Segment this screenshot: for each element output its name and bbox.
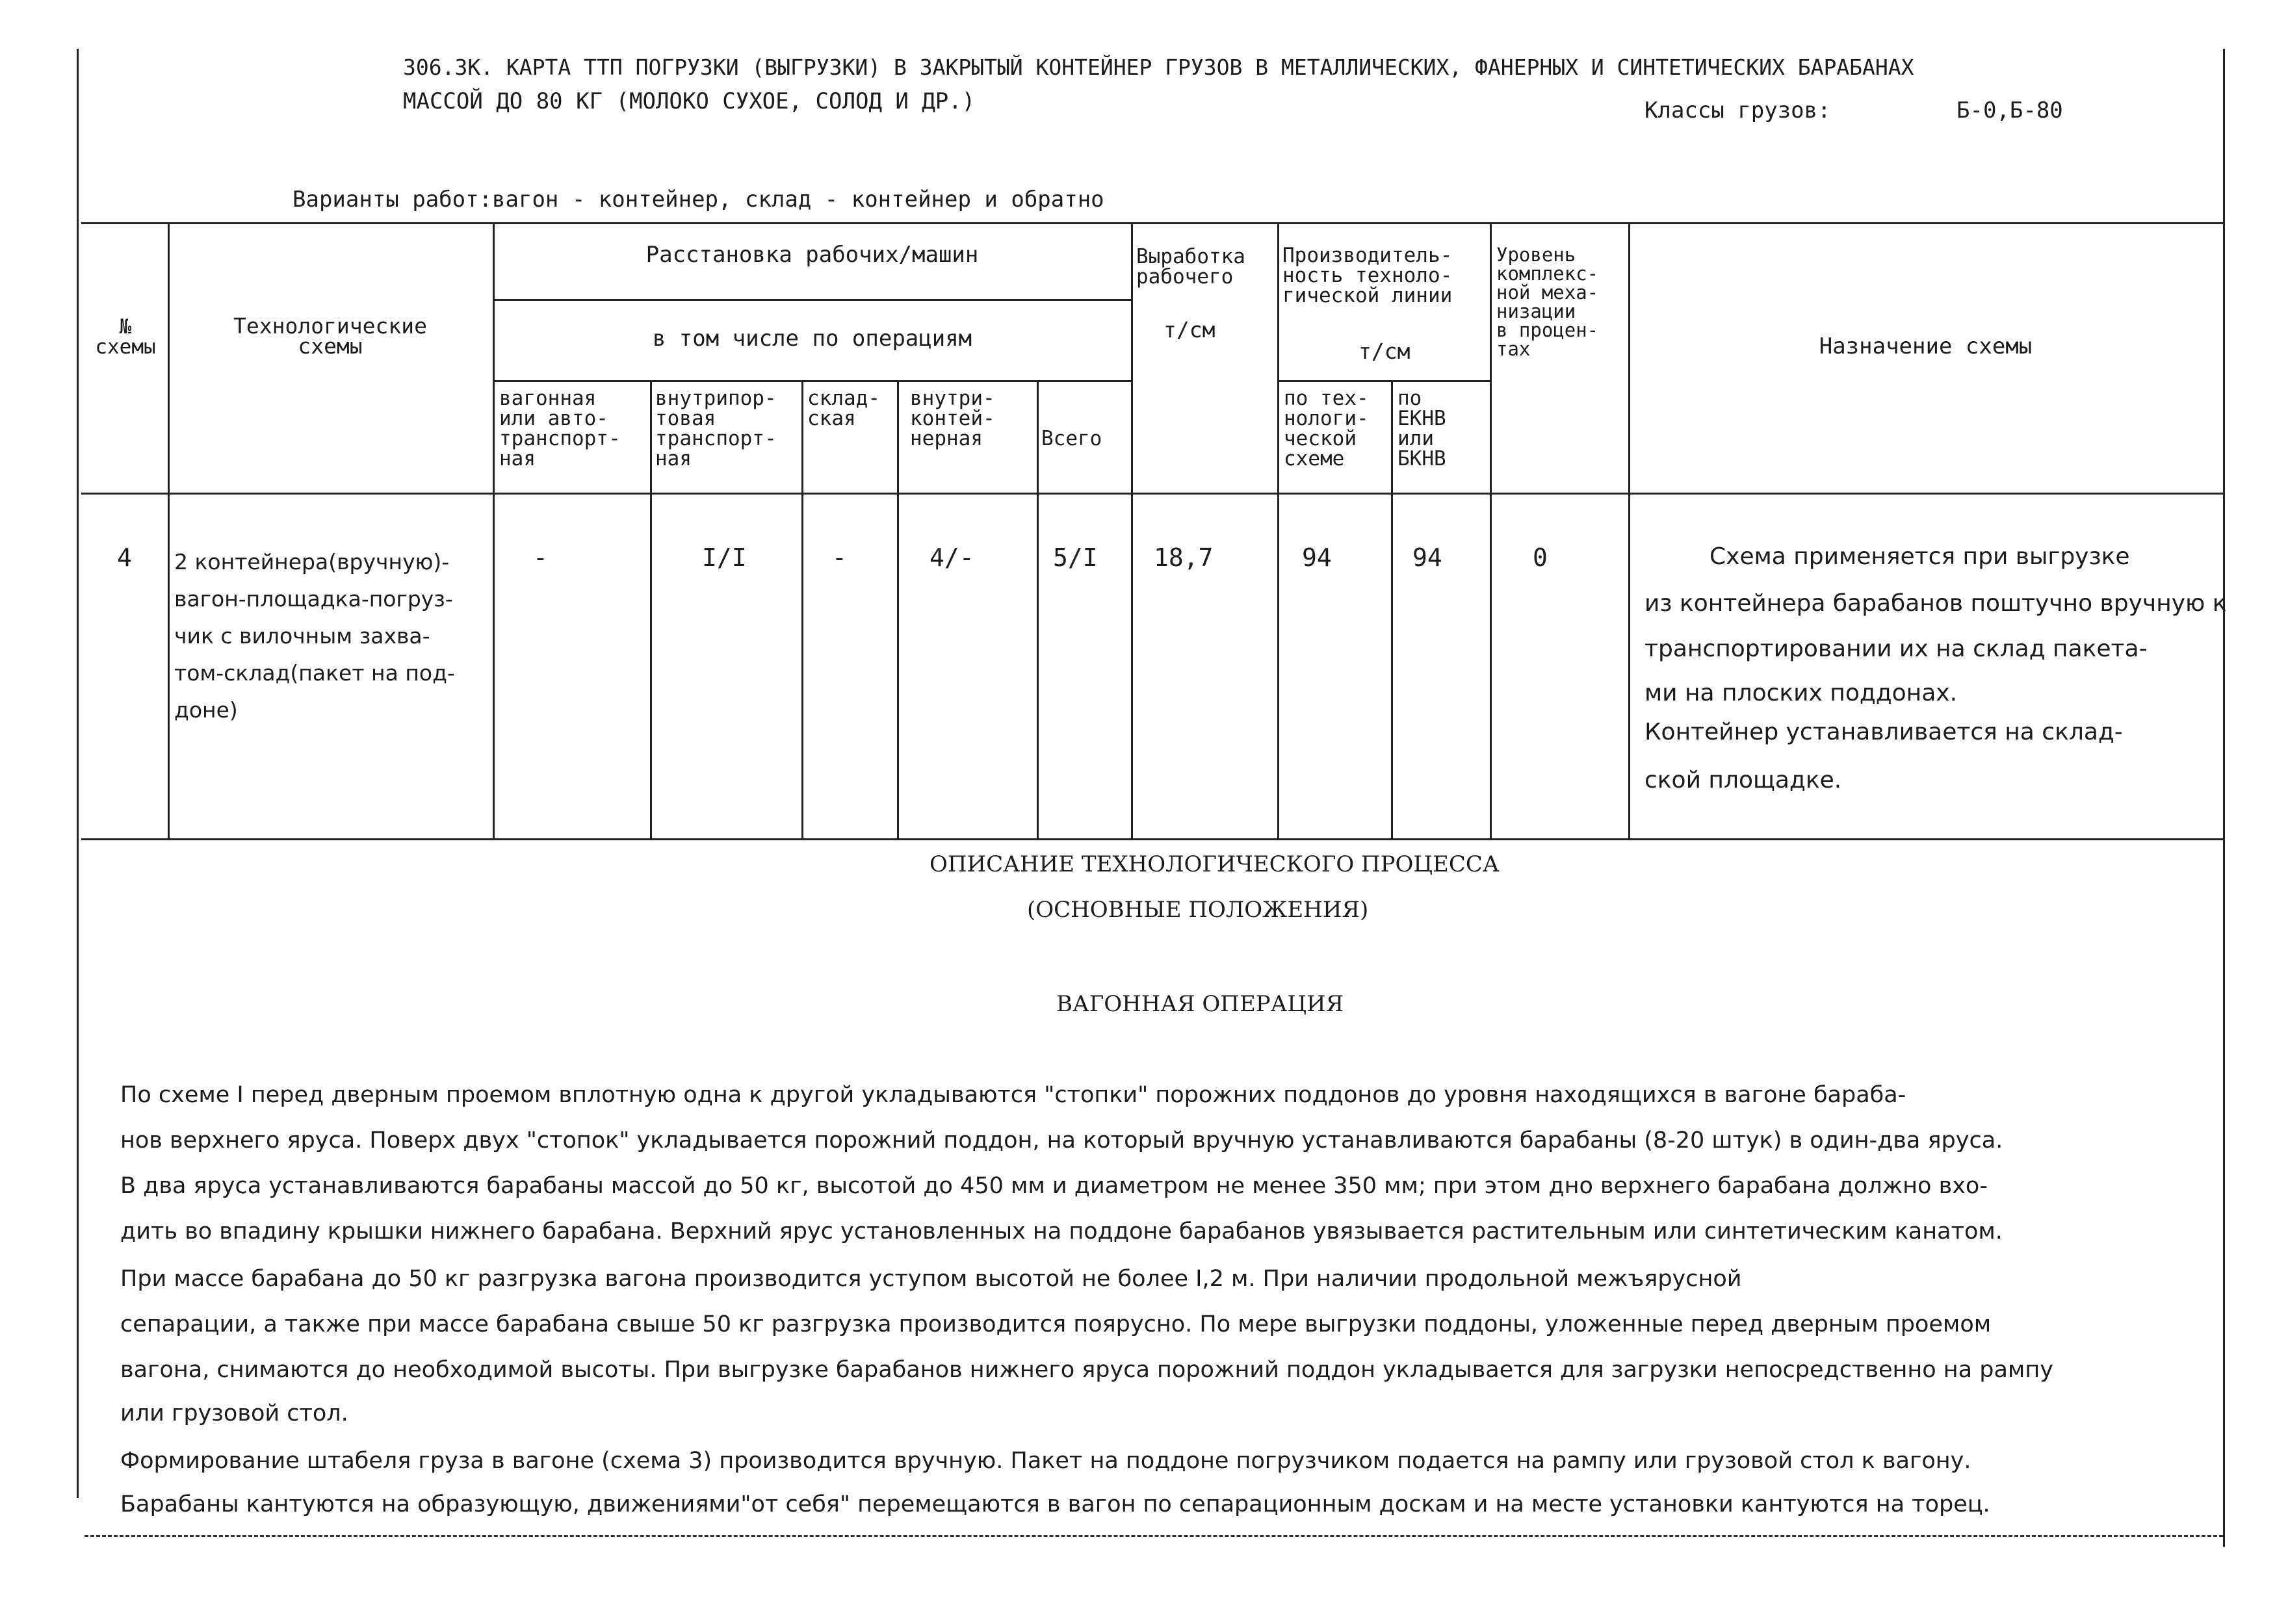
header-intraport: внутрипор- товая транспорт- ная bbox=[655, 387, 777, 470]
table-col-line bbox=[493, 222, 495, 840]
row-purpose-line: ми на плоских поддонах. bbox=[1644, 680, 1958, 706]
paragraph-line: или грузовой стол. bbox=[120, 1400, 348, 1426]
row-mechanization: 0 bbox=[1533, 543, 1548, 572]
header-scheme-no: № схемы bbox=[95, 315, 156, 359]
row-intracontainer: 4/- bbox=[930, 543, 974, 572]
description-heading: ОПИСАНИЕ ТЕХНОЛОГИЧЕСКОГО ПРОЦЕССА bbox=[930, 851, 1500, 877]
table-col-line bbox=[1490, 222, 1492, 840]
paragraph-line: нов верхнего яруса. Поверх двух "стопок" укладывается порожний поддон, на который вручную устанавливаются барабаны (8-20 штук) в один-два яруса. bbox=[120, 1128, 2003, 1154]
table-top-line bbox=[81, 222, 2223, 224]
page-left-border bbox=[77, 49, 79, 1498]
header-intracontainer: внутри- контей- нерная bbox=[910, 387, 995, 450]
header-placement: Расстановка рабочих/машин bbox=[645, 242, 979, 268]
row-by-scheme: 94 bbox=[1302, 543, 1332, 572]
paragraph-line: В два яруса устанавливаются барабаны массой до 50 кг, высотой до 450 мм и диаметром не менее 350 мм; при этом дно верхнего барабана должно вхо- bbox=[120, 1173, 1988, 1199]
section-title: ВАГОННАЯ ОПЕРАЦИЯ bbox=[1056, 991, 1344, 1017]
row-total: 5/I bbox=[1053, 543, 1098, 572]
header-productivity-unit: т/см bbox=[1358, 339, 1410, 364]
table-line-operations bbox=[493, 380, 1131, 382]
table-col-line bbox=[1628, 222, 1630, 840]
header-productivity: Производитель- ность техноло- гической линии bbox=[1282, 244, 1453, 307]
page-bottom-border bbox=[84, 1535, 2223, 1537]
table-col-line bbox=[1131, 222, 1133, 840]
row-scheme-no: 4 bbox=[117, 543, 132, 572]
header-by-scheme: по тех- нологи- ческой схеме bbox=[1284, 387, 1369, 470]
table-bottom-line bbox=[81, 838, 2223, 840]
table-col-line bbox=[1277, 222, 1279, 840]
page-right-border bbox=[2223, 49, 2225, 1547]
paragraph-line: дить во впадину крышки нижнего барабана. Верхний ярус установленных на поддоне барабанов увязывается растительным или синтетическим канатом. bbox=[120, 1218, 2003, 1244]
header-purpose: Назначение схемы bbox=[1819, 333, 2033, 359]
header-mechanization: Уровень комплекс- ной меха- низации в процен- тах bbox=[1496, 244, 1599, 360]
header-total: Всего bbox=[1041, 427, 1102, 450]
table-col-line bbox=[168, 222, 170, 840]
table-line-productivity bbox=[1277, 380, 1490, 382]
paragraph-line: Барабаны кантуются на образующую, движениями"от себя" перемещаются в вагон по сепарационным доскам и на месте установки кантуются на торец. bbox=[120, 1491, 1990, 1517]
row-purpose-line: из контейнера барабанов поштучно вручную к bbox=[1644, 590, 2227, 617]
paragraph-line: Формирование штабеля груза в вагоне (схема 3) производится вручную. Пакет на поддоне погрузчиком подается на рампу или грузовой стол к вагону. bbox=[120, 1448, 1971, 1474]
header-output: Выработка рабочего bbox=[1136, 245, 1245, 289]
table-header-bottom-line bbox=[81, 493, 2223, 495]
row-purpose-line: ской площадке. bbox=[1644, 767, 1842, 793]
header-tech-schemes: Технологические схемы bbox=[233, 313, 427, 359]
work-variants: Варианты работ:вагон - контейнер, склад - контейнер и обратно bbox=[292, 187, 1104, 213]
row-scheme-description: 2 контейнера(вручную)- вагон-площадка-погруз- чик с вилочным захва- том-склад(пакет на под- доне) bbox=[174, 549, 455, 723]
cargo-class-label: Классы грузов: bbox=[1644, 97, 1831, 123]
header-by-ekhnv: по ЕКНВ или БКНВ bbox=[1398, 387, 1446, 470]
table-line-placement bbox=[493, 299, 1131, 301]
card-title-line2: МАССОЙ ДО 80 КГ (МОЛОКО СУХОЕ, СОЛОД И ДР.) bbox=[403, 88, 976, 114]
header-output-unit: т/см bbox=[1164, 317, 1216, 342]
table-col-line bbox=[897, 380, 899, 840]
table-col-line bbox=[1037, 380, 1039, 840]
row-by-ekhnv: 94 bbox=[1412, 543, 1442, 572]
header-by-operations: в том числе по операциям bbox=[652, 326, 972, 352]
row-warehouse: - bbox=[832, 543, 847, 572]
row-intraport: I/I bbox=[702, 543, 747, 572]
cargo-class-value: Б-0,Б-80 bbox=[1956, 97, 2063, 123]
paragraph-line: При массе барабана до 50 кг разгрузка вагона производится уступом высотой не более I,2 м. При наличии продольной межъярусной bbox=[120, 1266, 1742, 1292]
table-col-line bbox=[650, 380, 652, 840]
row-output: 18,7 bbox=[1154, 543, 1214, 572]
header-warehouse: склад- ская bbox=[807, 387, 880, 430]
row-purpose-line: Контейнер устанавливается на склад- bbox=[1644, 719, 2123, 745]
card-title-line1: 306.3К. КАРТА ТТП ПОГРУЗКИ (ВЫГРУЗКИ) В ЗАКРЫТЫЙ КОНТЕЙНЕР ГРУЗОВ В МЕТАЛЛИЧЕСКИХ, ФАНЕРНЫХ И СИНТЕТИЧЕСКИХ БАРАБАНАХ bbox=[403, 55, 1914, 80]
paragraph-line: сепарации, а также при массе барабана свыше 50 кг разгрузка производится поярусно. По мере выгрузки поддоны, уложенные перед дверным проемом bbox=[120, 1311, 1992, 1337]
header-wagon: вагонная или авто- транспорт- ная bbox=[499, 387, 621, 470]
table-col-line bbox=[1391, 380, 1393, 840]
description-subheading: (ОСНОВНЫЕ ПОЛОЖЕНИЯ) bbox=[1027, 897, 1369, 923]
row-purpose-line: Схема применяется при выгрузке bbox=[1710, 543, 2130, 570]
paragraph-line: По схеме I перед дверным проемом вплотную одна к другой укладываются "стопки" порожних поддонов до уровня находящихся в вагоне бараба- bbox=[120, 1082, 1906, 1108]
row-purpose-line: транспортировании их на склад пакета- bbox=[1644, 636, 2148, 662]
table-col-line bbox=[801, 380, 803, 840]
row-wagon: - bbox=[533, 543, 548, 572]
paragraph-line: вагона, снимаются до необходимой высоты. При выгрузке барабанов нижнего яруса порожний поддон укладывается для загрузки непосредственно на рампу bbox=[120, 1357, 2053, 1383]
